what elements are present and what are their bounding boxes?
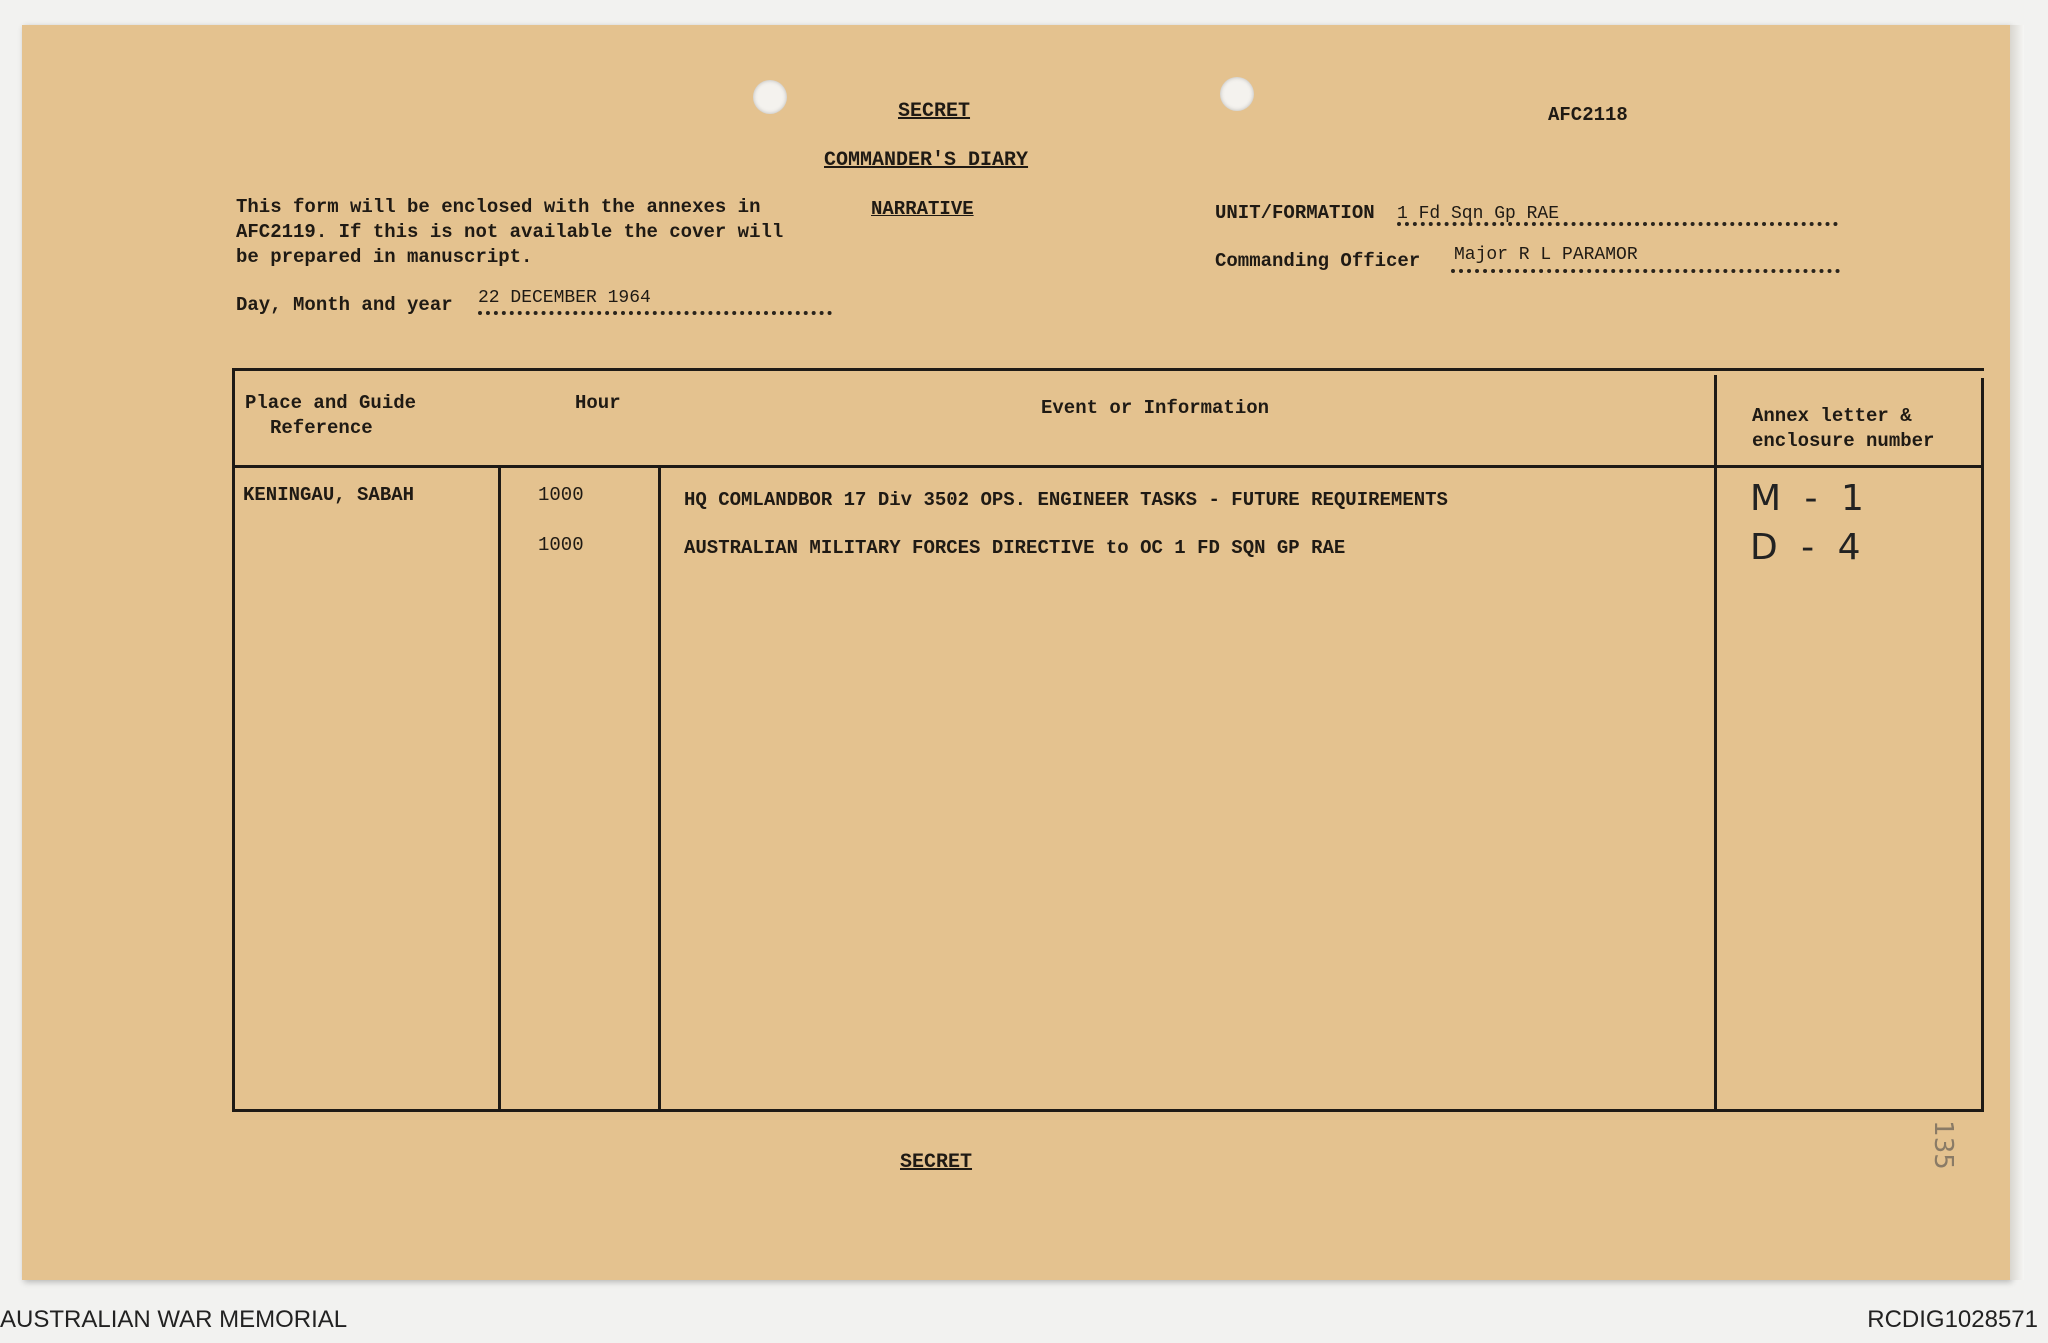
- row-2-hour: 1000: [538, 534, 584, 556]
- instructions-line-3: be prepared in manuscript.: [236, 246, 533, 268]
- classification-top: SECRET: [898, 100, 971, 123]
- form-subtitle: NARRATIVE: [871, 198, 974, 220]
- column-header-annex-line-1: Annex letter &: [1752, 405, 1912, 427]
- table-bottom-border: [234, 1109, 1984, 1112]
- table-header-rule: [232, 465, 1984, 468]
- row-2-event: AUSTRALIAN MILITARY FORCES DIRECTIVE to OC 1 FD SQN GP RAE: [684, 537, 1346, 559]
- instructions-line-1: This form will be enclosed with the annexes in: [236, 196, 761, 218]
- co-label: Commanding Officer: [1215, 250, 1421, 272]
- row-1-event: HQ COMLANDBOR 17 Div 3502 OPS. ENGINEER TASKS - FUTURE REQUIREMENTS: [684, 489, 1448, 511]
- row-1-annex: M - 1: [1750, 478, 1870, 519]
- punch-hole-left: [753, 80, 787, 114]
- classification-bottom: SECRET: [900, 1151, 973, 1174]
- date-dotted-line: [478, 311, 832, 315]
- form-title: COMMANDER'S DIARY: [824, 149, 1029, 172]
- row-1-place: KENINGAU, SABAH: [243, 484, 415, 506]
- column-divider-event: [1714, 375, 1717, 1112]
- unit-label: UNIT/FORMATION: [1215, 202, 1375, 224]
- credit-left: AUSTRALIAN WAR MEMORIAL: [0, 1306, 348, 1333]
- column-divider-hour: [658, 465, 661, 1112]
- pencil-page-number: 135: [1927, 1120, 1958, 1170]
- table-right-border: [1981, 378, 1984, 1112]
- row-2-annex: D - 4: [1750, 527, 1867, 568]
- unit-dotted-line: [1397, 222, 1838, 226]
- punch-hole-right: [1220, 77, 1254, 111]
- co-value: Major R L PARAMOR: [1454, 245, 1638, 265]
- column-header-event: Event or Information: [1041, 397, 1270, 419]
- credit-right: RCDIG1028571: [1867, 1306, 2038, 1333]
- table-left-border: [232, 368, 235, 1112]
- page-edge: [2010, 25, 2024, 1280]
- unit-value: 1 Fd Sqn Gp RAE: [1397, 204, 1560, 224]
- co-dotted-line: [1451, 269, 1840, 273]
- column-header-place-line-2: Reference: [270, 417, 373, 439]
- column-header-place-line-1: Place and Guide: [245, 392, 417, 414]
- date-value: 22 DECEMBER 1964: [478, 288, 651, 308]
- table-top-border: [232, 368, 1984, 371]
- column-header-annex-line-2: enclosure number: [1752, 430, 1935, 452]
- form-reference: AFC2118: [1548, 104, 1628, 126]
- instructions-line-2: AFC2119. If this is not available the cover will: [236, 221, 784, 243]
- date-label: Day, Month and year: [236, 294, 453, 316]
- column-divider-place: [498, 465, 501, 1112]
- row-1-hour: 1000: [538, 484, 584, 506]
- column-header-hour: Hour: [575, 392, 621, 414]
